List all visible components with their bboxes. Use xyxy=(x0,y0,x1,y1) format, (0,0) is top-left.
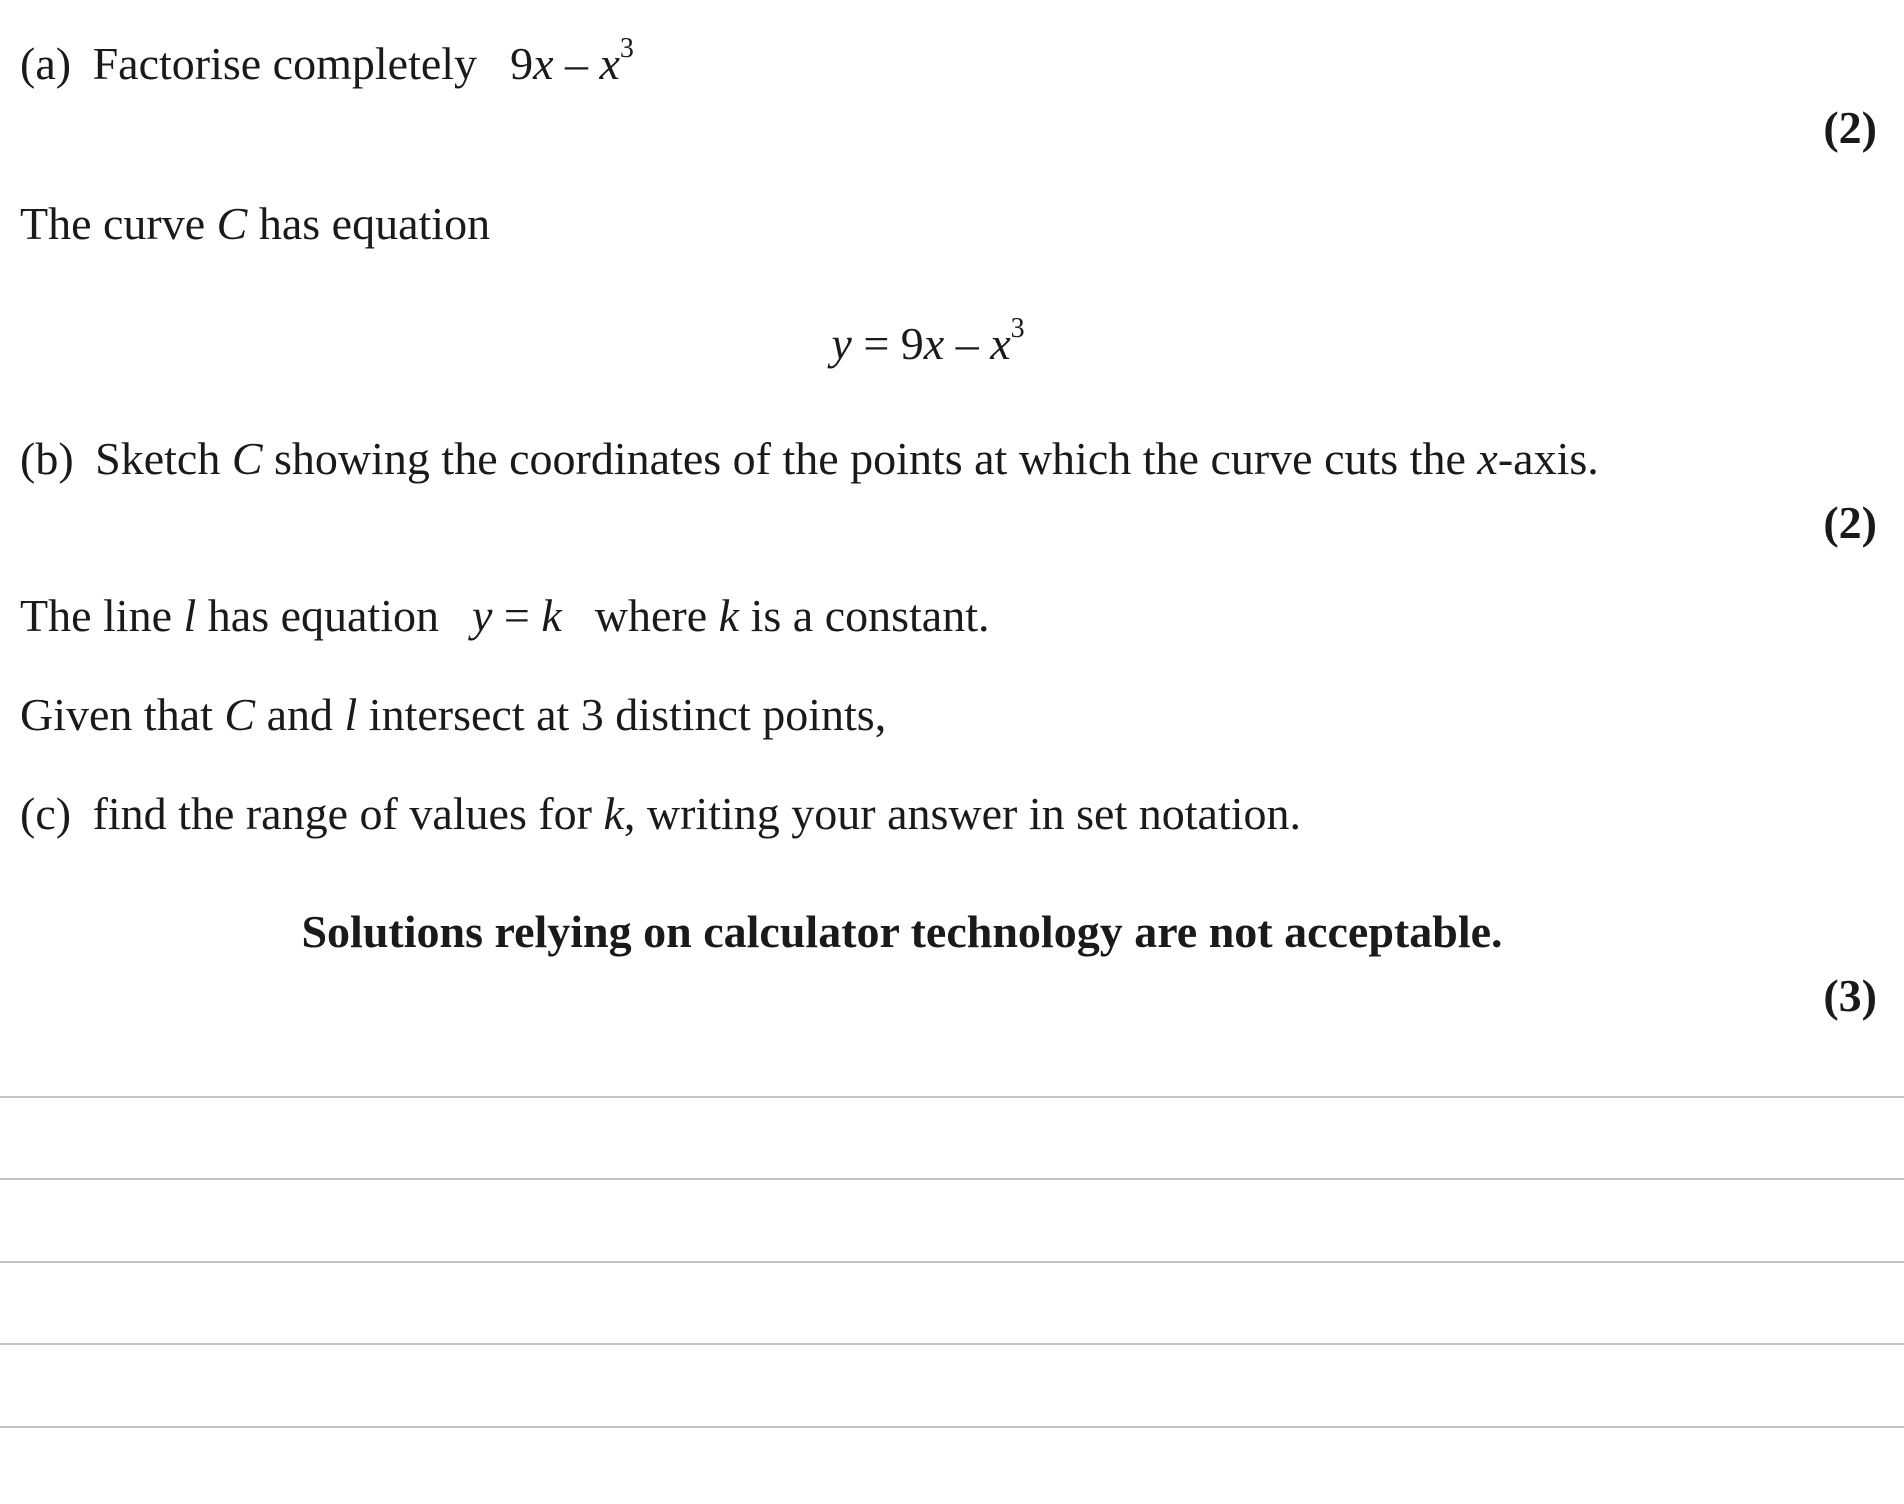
curve-intro: The curve C has equation xyxy=(20,198,491,249)
calculator-note: Solutions relying on calculator technology are not acceptable. xyxy=(301,906,1503,957)
part-b-question: (b) Sketch C showing the coordinates of the points at which the curve cuts the x-axis. xyxy=(20,433,1599,484)
curve-equation: $y = 9x - x^3$ xyxy=(831,312,1025,369)
part-c-marks: (3) xyxy=(1823,970,1877,1021)
part-a-question xyxy=(20,32,634,92)
answer-line[interactable] xyxy=(0,1261,1904,1263)
part-a-text: Factorise completely xyxy=(92,38,478,89)
line-intro: The line l has equation y = k where k is a constant. xyxy=(20,590,990,641)
part-b-label: (b) xyxy=(20,433,74,484)
part-c-label: (c) xyxy=(20,788,72,839)
part-b-marks: (2) xyxy=(1823,497,1877,548)
answer-line[interactable] xyxy=(0,1343,1904,1345)
part-a-marks: (2) xyxy=(1823,102,1877,153)
answer-line[interactable] xyxy=(0,1096,1904,1098)
curve-name: C xyxy=(216,198,248,249)
part-c-question: (c) find the range of values for k, writing your answer in set notation. xyxy=(20,788,1302,839)
given-statement: Given that C and l intersect at 3 distinct points, xyxy=(20,689,887,740)
part-a-label: (a) xyxy=(20,38,72,89)
part-a-expression: $9x - x^3$ xyxy=(510,32,634,89)
answer-line[interactable] xyxy=(0,1178,1904,1180)
answer-line[interactable] xyxy=(0,1426,1904,1428)
